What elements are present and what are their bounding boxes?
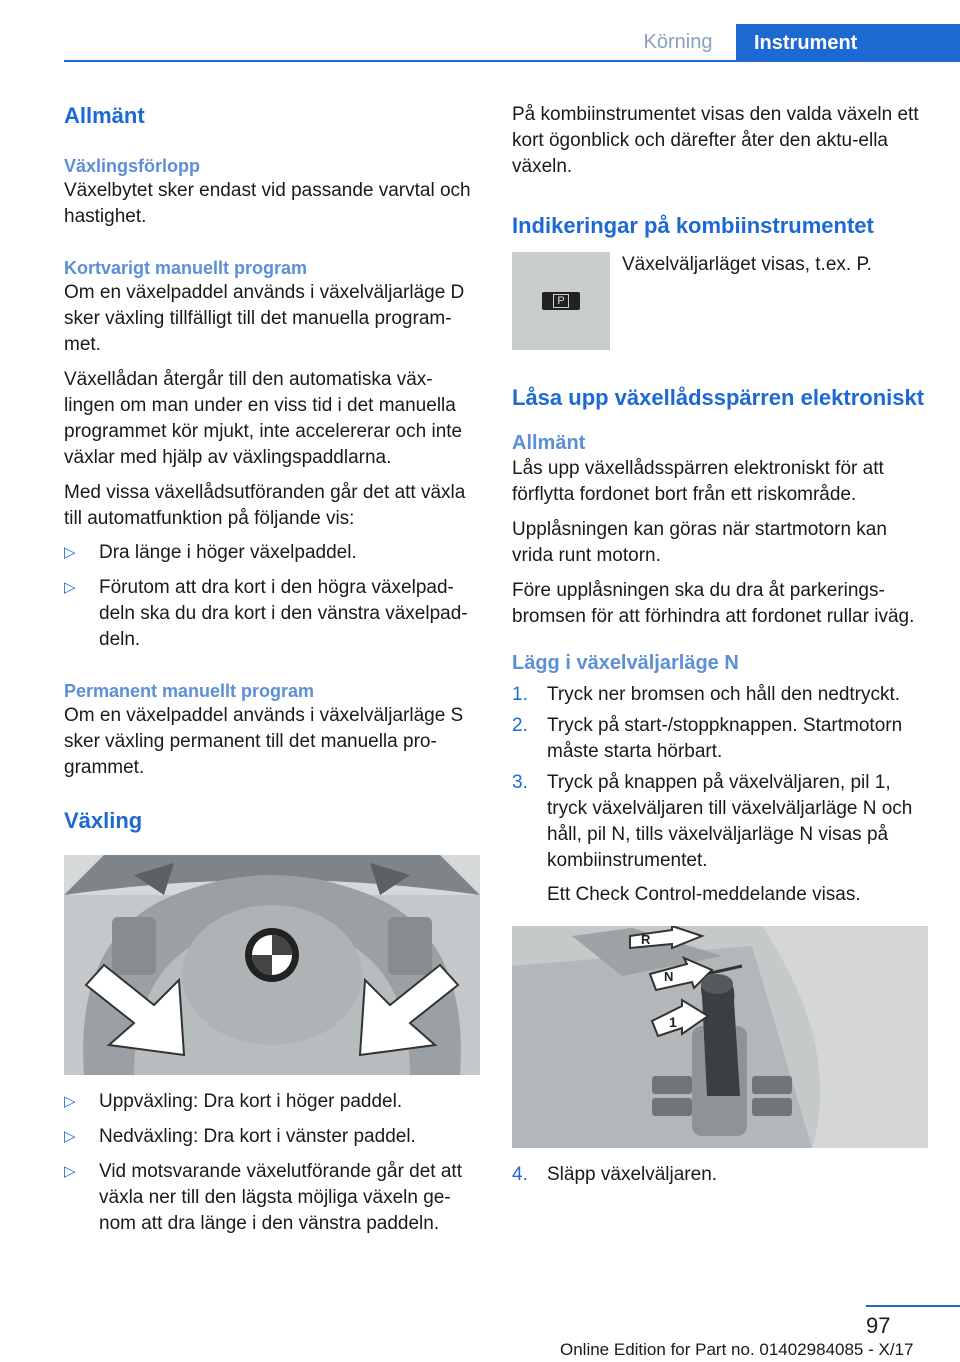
step-text: Tryck på knappen på växelväljaren, pil 1, tryck växelväljaren till växelväljarläge N och håll, pil N, tills växelväljarläge N visas på kombiinstrumentet. — [547, 772, 913, 871]
paragraph-kortvarigt-3: Med vissa växellådsutföranden går det att växla till automatfunktion på följande vis: — [64, 482, 466, 529]
heading-lagg-i: Lägg i växelväljarläge N — [512, 652, 739, 674]
step-text: Tryck på start-/stoppknappen. Startmotorn måste starta hörbart. — [547, 715, 903, 762]
list-item-text: Förutom att dra kort i den högra växelpad-deln ska du dra kort i den vänstra växelpad-deln. — [99, 577, 468, 650]
paragraph-allmant-2: Upplåsningen kan göras när startmotorn kan vrida runt motorn. — [512, 519, 887, 566]
heading-allmant-right: Allmänt — [512, 432, 586, 454]
steps-list — [512, 682, 930, 874]
steering-wheel-drawing — [64, 855, 480, 1075]
triangle-bullet-icon: ▷ — [64, 1093, 76, 1110]
triangle-bullet-icon: ▷ — [64, 579, 76, 596]
steps-list-2 — [512, 1162, 930, 1188]
step-item — [512, 682, 930, 708]
steering-wheel-image — [64, 855, 480, 1075]
heading-allmant: Allmänt — [64, 103, 145, 128]
list-item — [64, 540, 482, 566]
step-number: 2. — [512, 715, 528, 736]
triangle-bullet-icon: ▷ — [64, 1163, 76, 1180]
step-number: 1. — [512, 684, 528, 705]
heading-kortvarigt: Kortvarigt manuellt program — [64, 258, 308, 278]
list-item — [64, 1159, 482, 1237]
page-number: 97 — [866, 1313, 891, 1338]
arrow-r-label: R — [641, 932, 651, 947]
heading-vaxling: Växling — [64, 808, 143, 833]
arrow-n-label: N — [664, 969, 674, 984]
list-item-text: Vid motsvarande växelutförande går det att växla ner till den lägsta möjliga växeln ge-nom att dra länge i den vänstra paddeln. — [99, 1161, 462, 1234]
heading-vaxlingsforlopp: Växlingsförlopp — [64, 156, 201, 176]
footer-rule — [866, 1305, 960, 1307]
header-subsection-tab[interactable]: Instrument — [736, 24, 960, 62]
paragraph-kombi: På kombiinstrumentet visas den valda växeln ett kort ögonblick och därefter åter den aktu-ella växeln. — [512, 104, 919, 177]
bullet-list-1 — [64, 540, 482, 653]
step-number: 3. — [512, 772, 528, 793]
step-text: Släpp växelväljaren. — [547, 1164, 718, 1185]
step-note: Ett Check Control-meddelande visas. — [547, 884, 861, 905]
heading-indikeringar: Indikeringar på kombiinstrumentet — [512, 213, 874, 238]
paragraph-allmant-3: Före upplåsningen ska du dra åt parkerings-bromsen för att förhindra att fordonet rullar iväg. — [512, 580, 915, 627]
heading-permanent: Permanent manuellt program — [64, 681, 315, 701]
list-item-text: Uppväxling: Dra kort i höger paddel. — [99, 1091, 403, 1112]
triangle-bullet-icon: ▷ — [64, 1128, 76, 1145]
gear-indicator-image — [512, 252, 610, 350]
header-section-tab[interactable]: Körning — [643, 31, 713, 53]
paragraph-permanent: Om en växelpaddel används i växelväljarläge S sker växling permanent till det manuella pro-grammet. — [64, 705, 464, 778]
step-item — [512, 770, 930, 874]
gear-display — [542, 292, 580, 310]
gear-p-icon: P — [553, 294, 569, 308]
list-item — [64, 1089, 482, 1115]
paragraph-vaxelbytet: Växelbytet sker endast vid passande varvtal och hastighet. — [64, 180, 471, 227]
left-column — [64, 96, 482, 1237]
arrow-1-label: 1 — [669, 1014, 677, 1030]
paragraph-allmant-1: Lås upp växellådsspärren elektroniskt för att förflytta fordonet bort från ett riskområde. — [512, 458, 884, 505]
gear-selector-drawing — [512, 926, 928, 1148]
list-item-text: Nedväxling: Dra kort i vänster paddel. — [99, 1126, 416, 1147]
paragraph-indikeringar: Växelväljarläget visas, t.ex. P. — [622, 254, 872, 275]
bullet-list-2 — [64, 1089, 482, 1237]
triangle-bullet-icon: ▷ — [64, 544, 76, 561]
header-rule — [64, 60, 960, 62]
indicator-row — [512, 252, 930, 352]
step-text: Tryck ner bromsen och håll den nedtryckt. — [547, 684, 901, 705]
list-item — [64, 1124, 482, 1150]
right-column — [512, 102, 930, 1188]
paragraph-kortvarigt-2: Växellådan återgår till den automatiska väx-lingen om man under en viss tid i det manuella programmet kör mjukt, inte accelererar och inte växlar med hjälp av växlingspaddlarna. — [64, 369, 463, 468]
edition-footer: Online Edition for Part no. 01402984085 - X/17 — [560, 1340, 914, 1359]
list-item — [64, 575, 482, 653]
paragraph-kortvarigt-1: Om en växelpaddel används i växelväljarläge D sker växling tillfälligt till det manuella program-met. — [64, 282, 465, 355]
step-number: 4. — [512, 1164, 528, 1185]
step-item — [512, 713, 930, 765]
gear-selector-image — [512, 926, 928, 1148]
step-item — [512, 1162, 930, 1188]
list-item-text: Dra länge i höger växelpaddel. — [99, 542, 357, 563]
heading-lasa-upp: Låsa upp växellådsspärren elektroniskt — [512, 385, 925, 410]
